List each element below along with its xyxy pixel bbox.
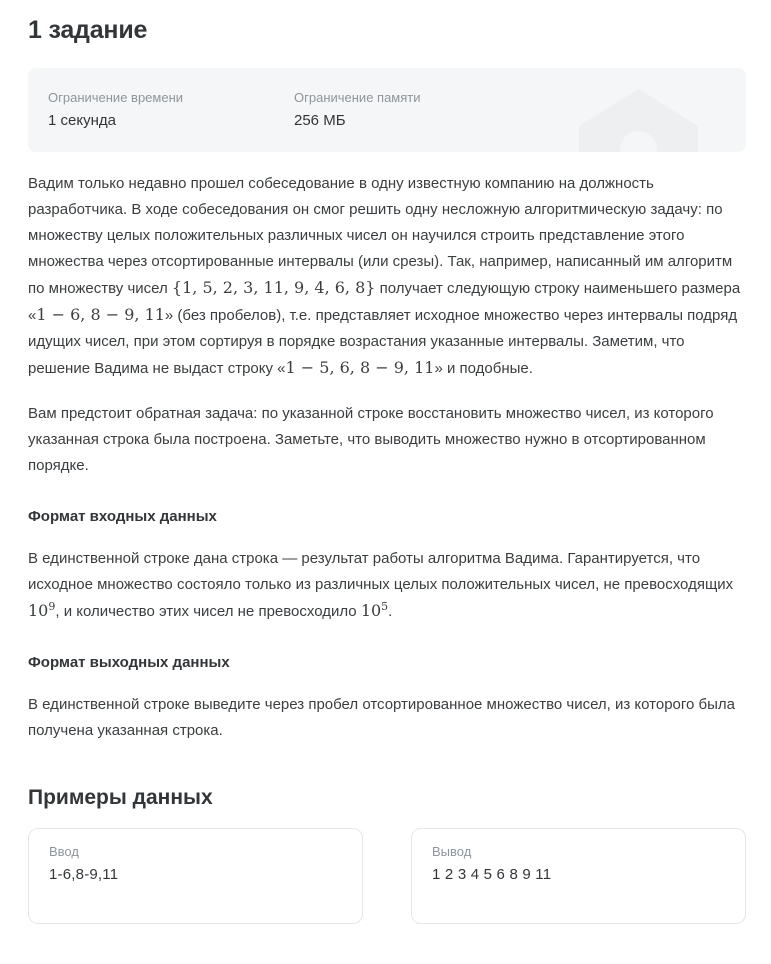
output-format-heading: Формат выходных данных bbox=[28, 654, 230, 671]
math-exponent: 5 bbox=[381, 600, 389, 613]
input-format-text-3: . bbox=[388, 603, 393, 620]
page-title: 1 задание bbox=[28, 16, 148, 44]
time-limit bbox=[48, 89, 294, 131]
intro-text-2: получает следующую строку наименьшего размера « bbox=[28, 280, 741, 324]
intro-text-1: Вадим только недавно прошел собеседование в одну известную компанию на должность разработчика. В ходе собеседования он смог решить одну несложную алгоритмическую задачу: по множеству целых положительных различных чисел он научился строить представление этого множества через отсортированные интервалы (или срезы). Так, например, написанный им алгоритм по множеству чисел bbox=[28, 175, 733, 297]
example-input-label: Ввод bbox=[49, 844, 79, 859]
time-limit-label: Ограничение времени bbox=[48, 90, 184, 105]
problem-statement bbox=[28, 171, 746, 744]
example-input-value: 1-6,8-9,11 bbox=[49, 866, 119, 883]
memory-limit-label: Ограничение памяти bbox=[294, 90, 421, 105]
math-exponent: 9 bbox=[48, 600, 56, 613]
math-source-set: {1, 5, 2, 3, 11, 9, 4, 6, 8} bbox=[171, 278, 376, 297]
input-format-heading: Формат входных данных bbox=[28, 508, 217, 525]
math-base: 10 bbox=[360, 601, 382, 620]
memory-limit-value: 256 МБ bbox=[294, 112, 346, 129]
intro-text-3: » (без пробелов), т.е. представляет исходное множество через интервалы подряд идущих чисел, при этом сортируя в порядке возрастания указанные интервалы. Заметим, что решение Вадима не выдаст строку « bbox=[28, 307, 738, 377]
input-format-text-2: , и количество этих чисел не превосходило bbox=[55, 603, 361, 620]
math-ten-pow-five bbox=[361, 601, 388, 620]
intro-text-4: » и подобные. bbox=[434, 360, 533, 377]
limits-panel bbox=[28, 68, 746, 152]
paragraph-task: Вам предстоит обратная задача: по указанной строке восстановить множество чисел, из которого указанная строка была построена. Заметьте, что выводить множество нужно в отсортированном порядке. bbox=[28, 405, 714, 474]
math-wrong-string: 1 − 5, 6, 8 − 9, 11 bbox=[285, 358, 435, 377]
paragraph-input-format bbox=[28, 546, 746, 625]
paragraph-intro bbox=[28, 171, 746, 382]
math-ten-pow-nine bbox=[28, 601, 55, 620]
math-result-string: 1 − 6, 8 − 9, 11 bbox=[36, 305, 165, 324]
memory-limit bbox=[294, 89, 540, 131]
examples-heading: Примеры данных bbox=[28, 786, 213, 809]
house-watermark-icon bbox=[579, 89, 698, 152]
math-base: 10 bbox=[28, 601, 49, 620]
example-output-label: Вывод bbox=[432, 844, 472, 859]
time-limit-value: 1 секунда bbox=[48, 112, 116, 129]
example-output-value: 1 2 3 4 5 6 8 9 11 bbox=[432, 866, 552, 883]
input-format-text-1: В единственной строке дана строка — результат работы алгоритма Вадима. Гарантируется, что исходное множество состояло только из различных целых положительных чисел, не превосходящих bbox=[28, 550, 734, 593]
paragraph-output-format: В единственной строке выведите через пробел отсортированное множество чисел, из которого была получена указанная строка. bbox=[28, 696, 736, 739]
